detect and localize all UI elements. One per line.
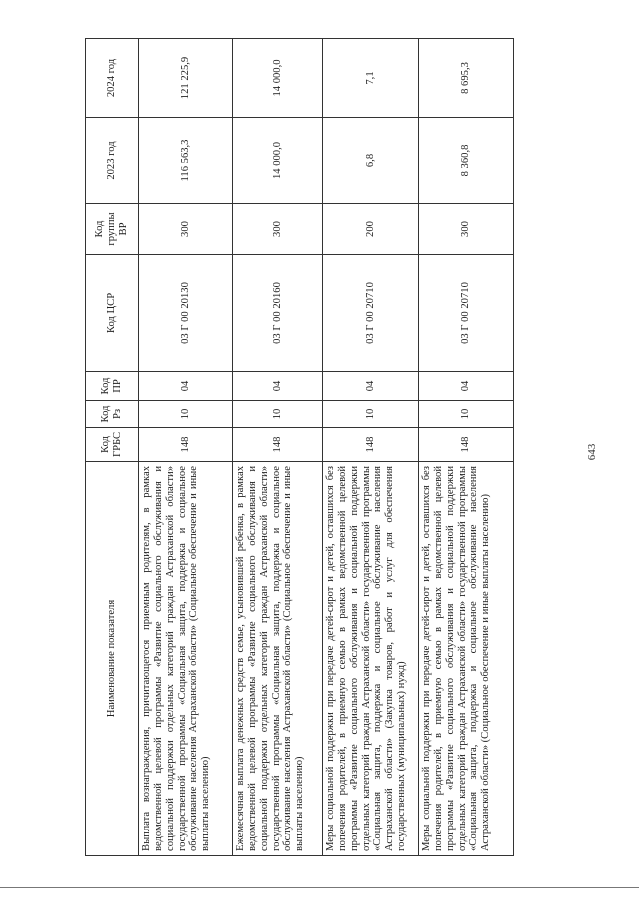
row-csr: 03 Г 00 20710 bbox=[419, 255, 514, 372]
header-vr: Код группы ВР bbox=[86, 204, 139, 255]
table-row bbox=[419, 39, 514, 856]
row-pr: 04 bbox=[323, 372, 419, 401]
row-name: Ежемесячная выплата денежных средств семье, усыновившей ребенка, в рамках ведомственной целевой программы «Развитие социального обслуживания и социальной поддержки отдельных категорий граждан Астраханской области» государственной программы «Социальная защита, поддержка и социальное обслуживание населения Астраханской области» (Социальное обеспечение и иные выплаты населению) bbox=[233, 462, 323, 856]
row-vr: 300 bbox=[419, 204, 514, 255]
header-rz: Код Рз bbox=[86, 401, 139, 428]
table-header-row bbox=[86, 39, 139, 856]
row-pr: 04 bbox=[419, 372, 514, 401]
row-2024: 8 695,3 bbox=[419, 39, 514, 118]
row-grbs: 148 bbox=[139, 428, 233, 462]
row-rz: 10 bbox=[139, 401, 233, 428]
table-row bbox=[323, 39, 419, 856]
row-grbs: 148 bbox=[233, 428, 323, 462]
row-rz: 10 bbox=[323, 401, 419, 428]
row-csr: 03 Г 00 20130 bbox=[139, 255, 233, 372]
row-name: Меры социальной поддержки при передаче детей-сирот и детей, оставшихся без попечения родителей, в приемную семью в рамках ведомственной целевой программы «Развитие социального обслуживания и социальной поддержки отдельных категорий граждан Астраханской области» государственной программы «Социальная защита, поддержка и социальное обслуживание населения Астраханской области» (Социальное обеспечение и иные выплаты населению) bbox=[419, 462, 514, 856]
row-csr: 03 Г 00 20710 bbox=[323, 255, 419, 372]
row-2023: 14 000,0 bbox=[233, 118, 323, 204]
row-rz: 10 bbox=[233, 401, 323, 428]
table-row bbox=[139, 39, 233, 856]
row-name: Меры социальной поддержки при передаче детей-сирот и детей, оставшихся без попечения родителей, в приемную семью в рамках ведомственной целевой программы «Развитие социального обслуживания и социальной поддержки отдельных категорий граждан Астраханской области» государственной программы «Социальная защита, поддержка и социальное обслуживание населения Астраханской области» (Закупка товаров, работ и услуг для обеспечения государственных (муниципальных) нужд) bbox=[323, 462, 419, 856]
row-csr: 03 Г 00 20160 bbox=[233, 255, 323, 372]
page-bottom-divider bbox=[0, 887, 639, 888]
row-2023: 116 563,3 bbox=[139, 118, 233, 204]
header-2023: 2023 год bbox=[86, 118, 139, 204]
row-2024: 7,1 bbox=[323, 39, 419, 118]
header-name: Наименование показателя bbox=[86, 462, 139, 856]
row-name: Выплата вознаграждения, причитающегося приемным родителям, в рамках ведомственной целевой программы «Развитие социального обслуживания и социальной поддержки отдельных категорий граждан Астраханской области» государственной программы «Социальная защита, поддержка и социальное обслуживание населения Астраханской области» (Социальное обеспечение и иные выплаты населению) bbox=[139, 462, 233, 856]
row-2024: 121 225,9 bbox=[139, 39, 233, 118]
header-grbs: Код ГРБС bbox=[86, 428, 139, 462]
row-grbs: 148 bbox=[419, 428, 514, 462]
row-pr: 04 bbox=[139, 372, 233, 401]
row-grbs: 148 bbox=[323, 428, 419, 462]
header-pr: Код ПР bbox=[86, 372, 139, 401]
budget-table bbox=[85, 38, 514, 856]
row-vr: 200 bbox=[323, 204, 419, 255]
row-pr: 04 bbox=[233, 372, 323, 401]
row-vr: 300 bbox=[233, 204, 323, 255]
row-2024: 14 000,0 bbox=[233, 39, 323, 118]
row-rz: 10 bbox=[419, 401, 514, 428]
row-2023: 8 360,8 bbox=[419, 118, 514, 204]
budget-table-container bbox=[85, 39, 510, 856]
table-row bbox=[233, 39, 323, 856]
row-vr: 300 bbox=[139, 204, 233, 255]
header-2024: 2024 год bbox=[86, 39, 139, 118]
row-2023: 6,8 bbox=[323, 118, 419, 204]
header-csr: Код ЦСР bbox=[86, 255, 139, 372]
page-number: 643 bbox=[586, 443, 598, 461]
